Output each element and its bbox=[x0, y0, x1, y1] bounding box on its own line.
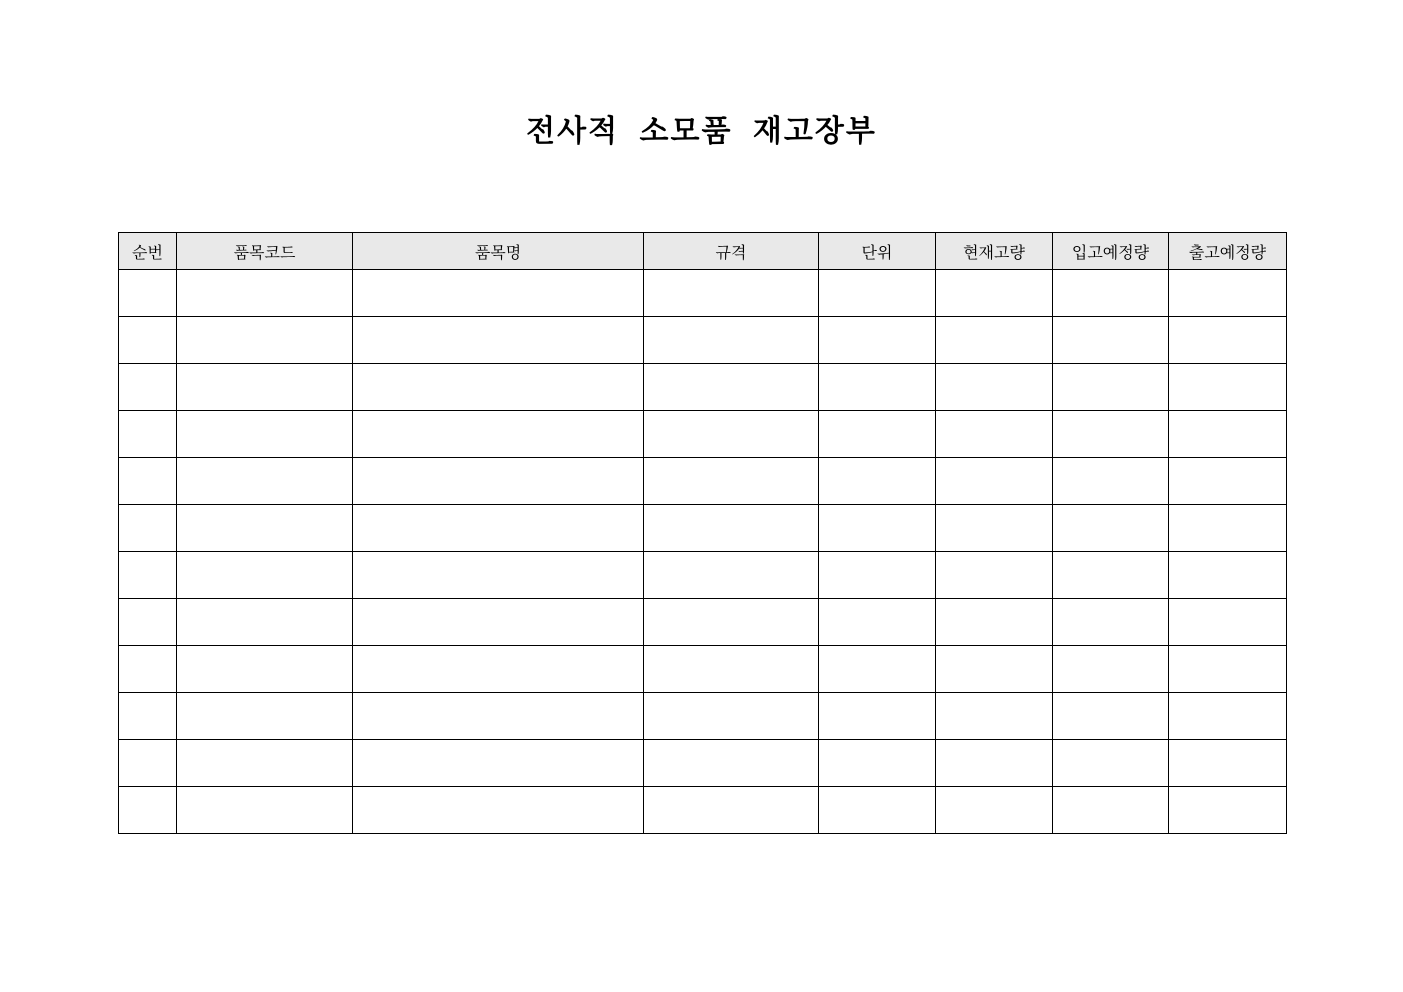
cell-unit bbox=[819, 552, 936, 599]
cell-current-stock bbox=[936, 505, 1053, 552]
cell-incoming-qty bbox=[1053, 317, 1169, 364]
cell-incoming-qty bbox=[1053, 693, 1169, 740]
cell-spec bbox=[644, 552, 819, 599]
cell-outgoing-qty bbox=[1169, 599, 1287, 646]
cell-current-stock bbox=[936, 787, 1053, 834]
cell-outgoing-qty bbox=[1169, 552, 1287, 599]
cell-spec bbox=[644, 646, 819, 693]
cell-outgoing-qty bbox=[1169, 317, 1287, 364]
cell-unit bbox=[819, 646, 936, 693]
table-row bbox=[119, 411, 1287, 458]
cell-outgoing-qty bbox=[1169, 740, 1287, 787]
cell-seq bbox=[119, 599, 177, 646]
cell-incoming-qty bbox=[1053, 505, 1169, 552]
cell-item-name bbox=[353, 458, 644, 505]
cell-seq bbox=[119, 787, 177, 834]
cell-outgoing-qty bbox=[1169, 646, 1287, 693]
cell-seq bbox=[119, 552, 177, 599]
cell-current-stock bbox=[936, 646, 1053, 693]
cell-item-code bbox=[177, 740, 353, 787]
cell-unit bbox=[819, 505, 936, 552]
header-item-name: 품목명 bbox=[353, 233, 644, 270]
header-seq: 순번 bbox=[119, 233, 177, 270]
cell-incoming-qty bbox=[1053, 411, 1169, 458]
cell-item-code bbox=[177, 364, 353, 411]
cell-item-code bbox=[177, 693, 353, 740]
cell-item-code bbox=[177, 505, 353, 552]
document-title: 전사적 소모품 재고장부 bbox=[526, 114, 877, 149]
cell-current-stock bbox=[936, 693, 1053, 740]
cell-item-code bbox=[177, 599, 353, 646]
cell-seq bbox=[119, 646, 177, 693]
cell-current-stock bbox=[936, 364, 1053, 411]
table-row bbox=[119, 646, 1287, 693]
cell-incoming-qty bbox=[1053, 646, 1169, 693]
cell-incoming-qty bbox=[1053, 787, 1169, 834]
cell-item-name bbox=[353, 364, 644, 411]
cell-item-name bbox=[353, 411, 644, 458]
cell-seq bbox=[119, 317, 177, 364]
cell-unit bbox=[819, 458, 936, 505]
cell-spec bbox=[644, 693, 819, 740]
table-row bbox=[119, 787, 1287, 834]
cell-item-code bbox=[177, 270, 353, 317]
table-row bbox=[119, 599, 1287, 646]
cell-seq bbox=[119, 740, 177, 787]
header-incoming-qty: 입고예정량 bbox=[1053, 233, 1169, 270]
cell-seq bbox=[119, 270, 177, 317]
cell-incoming-qty bbox=[1053, 740, 1169, 787]
cell-seq bbox=[119, 364, 177, 411]
cell-unit bbox=[819, 317, 936, 364]
table-row bbox=[119, 270, 1287, 317]
header-unit: 단위 bbox=[819, 233, 936, 270]
cell-item-code bbox=[177, 317, 353, 364]
table-row bbox=[119, 317, 1287, 364]
cell-spec bbox=[644, 270, 819, 317]
cell-seq bbox=[119, 458, 177, 505]
header-outgoing-qty: 출고예정량 bbox=[1169, 233, 1287, 270]
cell-seq bbox=[119, 693, 177, 740]
table-row bbox=[119, 364, 1287, 411]
cell-spec bbox=[644, 458, 819, 505]
cell-incoming-qty bbox=[1053, 458, 1169, 505]
cell-unit bbox=[819, 740, 936, 787]
cell-incoming-qty bbox=[1053, 552, 1169, 599]
cell-spec bbox=[644, 411, 819, 458]
cell-unit bbox=[819, 599, 936, 646]
table-header-row bbox=[119, 233, 1287, 270]
cell-item-name bbox=[353, 599, 644, 646]
cell-item-name bbox=[353, 270, 644, 317]
cell-outgoing-qty bbox=[1169, 364, 1287, 411]
table-row bbox=[119, 552, 1287, 599]
header-spec: 규격 bbox=[644, 233, 819, 270]
cell-spec bbox=[644, 317, 819, 364]
header-current-stock: 현재고량 bbox=[936, 233, 1053, 270]
cell-current-stock bbox=[936, 552, 1053, 599]
inventory-ledger-table bbox=[118, 232, 1287, 834]
cell-unit bbox=[819, 411, 936, 458]
cell-item-code bbox=[177, 458, 353, 505]
table-row bbox=[119, 740, 1287, 787]
cell-unit bbox=[819, 364, 936, 411]
cell-outgoing-qty bbox=[1169, 458, 1287, 505]
cell-spec bbox=[644, 787, 819, 834]
cell-item-name bbox=[353, 787, 644, 834]
cell-item-name bbox=[353, 505, 644, 552]
cell-current-stock bbox=[936, 458, 1053, 505]
cell-current-stock bbox=[936, 270, 1053, 317]
cell-incoming-qty bbox=[1053, 364, 1169, 411]
cell-current-stock bbox=[936, 599, 1053, 646]
header-item-code: 품목코드 bbox=[177, 233, 353, 270]
cell-outgoing-qty bbox=[1169, 505, 1287, 552]
cell-spec bbox=[644, 364, 819, 411]
cell-outgoing-qty bbox=[1169, 693, 1287, 740]
cell-incoming-qty bbox=[1053, 599, 1169, 646]
cell-unit bbox=[819, 787, 936, 834]
cell-seq bbox=[119, 411, 177, 458]
cell-item-name bbox=[353, 693, 644, 740]
cell-current-stock bbox=[936, 411, 1053, 458]
cell-current-stock bbox=[936, 317, 1053, 364]
cell-spec bbox=[644, 505, 819, 552]
cell-unit bbox=[819, 693, 936, 740]
cell-outgoing-qty bbox=[1169, 787, 1287, 834]
cell-item-name bbox=[353, 740, 644, 787]
cell-item-code bbox=[177, 411, 353, 458]
cell-spec bbox=[644, 599, 819, 646]
cell-current-stock bbox=[936, 740, 1053, 787]
cell-outgoing-qty bbox=[1169, 270, 1287, 317]
table-row bbox=[119, 458, 1287, 505]
cell-incoming-qty bbox=[1053, 270, 1169, 317]
table-row bbox=[119, 505, 1287, 552]
cell-unit bbox=[819, 270, 936, 317]
cell-outgoing-qty bbox=[1169, 411, 1287, 458]
cell-item-name bbox=[353, 646, 644, 693]
cell-item-name bbox=[353, 317, 644, 364]
cell-item-code bbox=[177, 552, 353, 599]
table-row bbox=[119, 693, 1287, 740]
cell-item-code bbox=[177, 787, 353, 834]
cell-seq bbox=[119, 505, 177, 552]
cell-item-name bbox=[353, 552, 644, 599]
cell-item-code bbox=[177, 646, 353, 693]
cell-spec bbox=[644, 740, 819, 787]
table-body bbox=[119, 270, 1287, 834]
